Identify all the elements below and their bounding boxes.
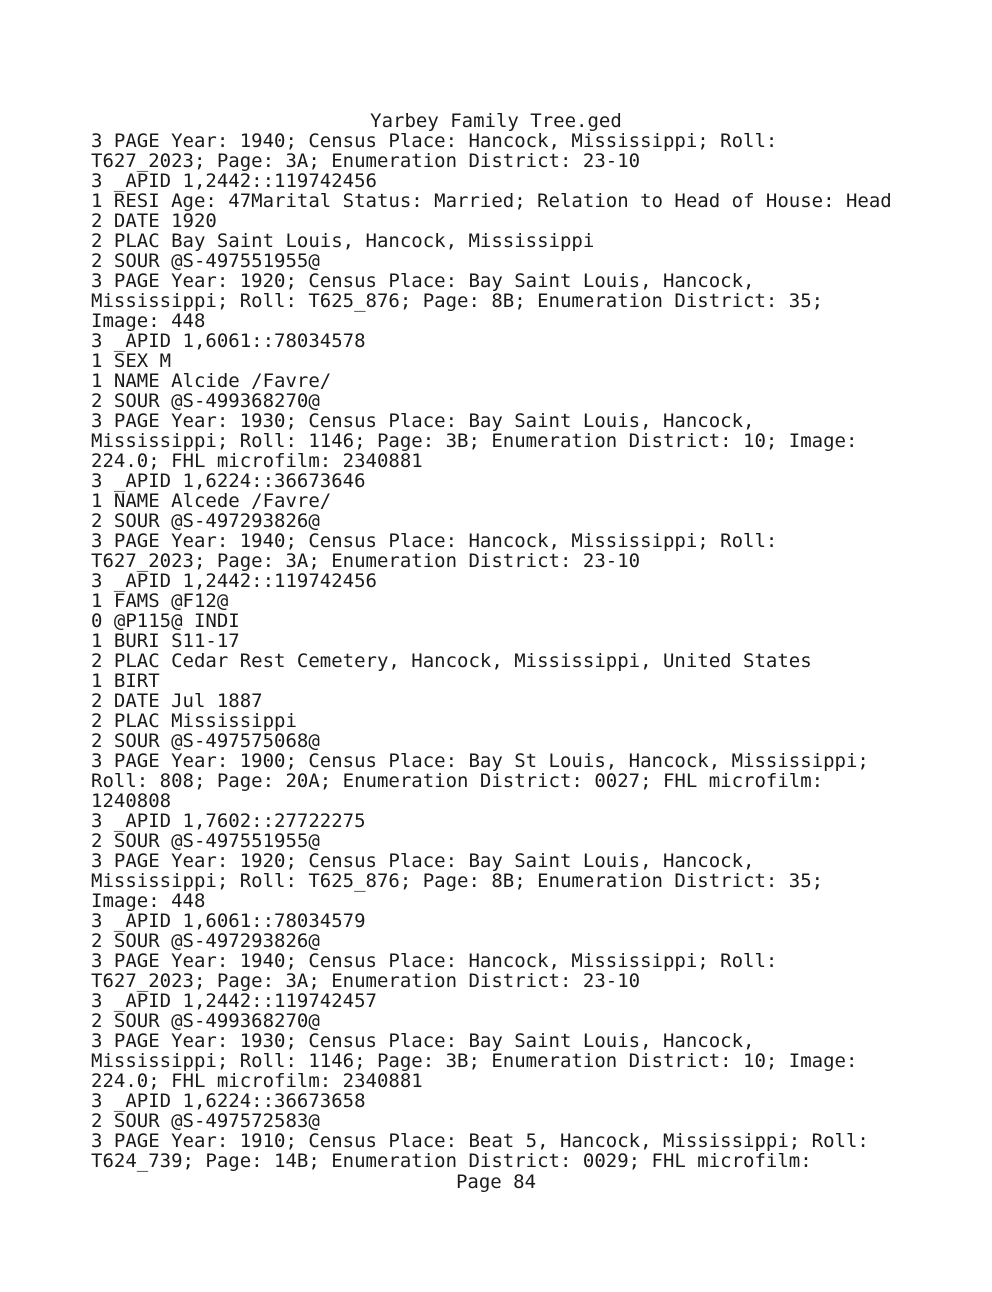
gedcom-line: 3 PAGE Year: 1910; Census Place: Beat 5, Hancock, Mississippi; Roll: xyxy=(91,1130,869,1152)
page-header-title: Yarbey Family Tree.ged xyxy=(370,110,622,132)
gedcom-line: T624_739; Page: 14B; Enumeration District: 0029; FHL microfilm: xyxy=(91,1150,812,1172)
gedcom-line: 3 _APID 1,2442::119742456 xyxy=(91,170,377,192)
gedcom-line: 2 SOUR @S-499368270@ xyxy=(91,1010,320,1032)
gedcom-line: 3 PAGE Year: 1920; Census Place: Bay Saint Louis, Hancock, xyxy=(91,270,755,292)
gedcom-line: 0 @P115@ INDI xyxy=(91,610,240,632)
gedcom-line: 3 PAGE Year: 1940; Census Place: Hancock, Mississippi; Roll: xyxy=(91,130,778,152)
gedcom-line: 3 _APID 1,7602::27722275 xyxy=(91,810,366,832)
gedcom-line: 3 PAGE Year: 1900; Census Place: Bay St Louis, Hancock, Mississippi; xyxy=(91,750,869,772)
gedcom-line: 3 _APID 1,6224::36673658 xyxy=(91,1090,366,1112)
gedcom-line: 2 SOUR @S-497572583@ xyxy=(91,1110,320,1132)
page-footer-number: Page 84 xyxy=(455,1171,537,1193)
gedcom-line: 2 SOUR @S-497551955@ xyxy=(91,250,320,272)
gedcom-line: 3 _APID 1,6061::78034579 xyxy=(91,910,366,932)
gedcom-line: 3 _APID 1,2442::119742457 xyxy=(91,990,377,1012)
gedcom-line: 1240808 xyxy=(91,790,172,812)
gedcom-line: 1 NAME Alcede /Favre/ xyxy=(91,490,332,512)
gedcom-line: 3 PAGE Year: 1930; Census Place: Bay Saint Louis, Hancock, xyxy=(91,1030,755,1052)
gedcom-line: 2 PLAC Cedar Rest Cemetery, Hancock, Mississippi, United States xyxy=(91,650,812,672)
gedcom-line: 1 FAMS @F12@ xyxy=(91,590,229,612)
gedcom-line: 3 _APID 1,6061::78034578 xyxy=(91,330,366,352)
gedcom-line: 2 DATE 1920 xyxy=(91,210,217,232)
gedcom-line: Image: 448 xyxy=(91,890,206,912)
gedcom-line: 2 SOUR @S-497575068@ xyxy=(91,730,320,752)
gedcom-line: 2 DATE Jul 1887 xyxy=(91,690,263,712)
gedcom-line: Mississippi; Roll: T625_876; Page: 8B; Enumeration District: 35; xyxy=(91,290,824,312)
gedcom-line: Image: 448 xyxy=(91,310,206,332)
gedcom-line: 3 _APID 1,6224::36673646 xyxy=(91,470,366,492)
gedcom-line: 224.0; FHL microfilm: 2340881 xyxy=(91,450,423,472)
gedcom-line: 2 SOUR @S-497293826@ xyxy=(91,510,320,532)
gedcom-line: 3 _APID 1,2442::119742456 xyxy=(91,570,377,592)
gedcom-line: 3 PAGE Year: 1920; Census Place: Bay Saint Louis, Hancock, xyxy=(91,850,755,872)
gedcom-text-body xyxy=(91,131,971,1171)
gedcom-line: Roll: 808; Page: 20A; Enumeration District: 0027; FHL microfilm: xyxy=(91,770,824,792)
gedcom-line: 1 BURI S11-17 xyxy=(91,630,240,652)
gedcom-line: 3 PAGE Year: 1940; Census Place: Hancock, Mississippi; Roll: xyxy=(91,530,778,552)
gedcom-line: 3 PAGE Year: 1930; Census Place: Bay Saint Louis, Hancock, xyxy=(91,410,755,432)
gedcom-line: T627_2023; Page: 3A; Enumeration District: 23-10 xyxy=(91,150,641,172)
gedcom-line: Mississippi; Roll: 1146; Page: 3B; Enumeration District: 10; Image: xyxy=(91,430,858,452)
gedcom-line: 1 RESI Age: 47Marital Status: Married; Relation to Head of House: Head xyxy=(91,190,892,212)
gedcom-line: Mississippi; Roll: T625_876; Page: 8B; Enumeration District: 35; xyxy=(91,870,824,892)
gedcom-line: 2 SOUR @S-497551955@ xyxy=(91,830,320,852)
gedcom-line: T627_2023; Page: 3A; Enumeration District: 23-10 xyxy=(91,970,641,992)
gedcom-line: 3 PAGE Year: 1940; Census Place: Hancock, Mississippi; Roll: xyxy=(91,950,778,972)
gedcom-line: 2 PLAC Bay Saint Louis, Hancock, Mississippi xyxy=(91,230,595,252)
gedcom-line: 1 SEX M xyxy=(91,350,172,372)
gedcom-line: 2 SOUR @S-497293826@ xyxy=(91,930,320,952)
gedcom-line: 224.0; FHL microfilm: 2340881 xyxy=(91,1070,423,1092)
gedcom-line: 1 BIRT xyxy=(91,670,160,692)
gedcom-line: 2 PLAC Mississippi xyxy=(91,710,297,732)
gedcom-line: 1 NAME Alcide /Favre/ xyxy=(91,370,332,392)
gedcom-line: T627_2023; Page: 3A; Enumeration District: 23-10 xyxy=(91,550,641,572)
gedcom-line: 2 SOUR @S-499368270@ xyxy=(91,390,320,412)
gedcom-line: Mississippi; Roll: 1146; Page: 3B; Enumeration District: 10; Image: xyxy=(91,1050,858,1072)
